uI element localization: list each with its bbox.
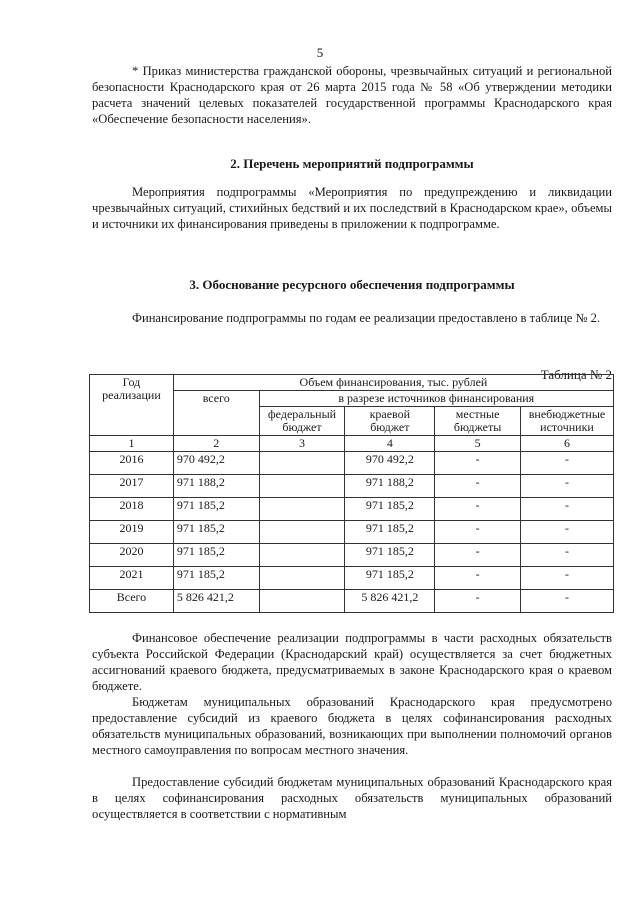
header-total: всего [173, 391, 259, 436]
cell-federal [259, 452, 345, 475]
header-extra: внебюджетные источники [521, 407, 614, 436]
table-row [90, 498, 614, 521]
column-number: 6 [521, 436, 614, 452]
cell-extra: - [521, 544, 614, 567]
table-row [90, 521, 614, 544]
column-number: 1 [90, 436, 174, 452]
cell-regional: 970 492,2 [345, 452, 435, 475]
cell-local: - [435, 544, 521, 567]
cell-extra: - [521, 590, 614, 613]
cell-total: 971 185,2 [173, 544, 259, 567]
cell-regional: 5 826 421,2 [345, 590, 435, 613]
column-number: 5 [435, 436, 521, 452]
cell-federal [259, 475, 345, 498]
cell-total: 5 826 421,2 [173, 590, 259, 613]
column-number: 3 [259, 436, 345, 452]
cell-extra: - [521, 498, 614, 521]
cell-regional: 971 185,2 [345, 521, 435, 544]
cell-regional: 971 185,2 [345, 567, 435, 590]
cell-year: 2020 [90, 544, 174, 567]
paragraph-funding: Финансовое обеспечение реализации подпрограммы в части расходных обязательств субъекта Российской Федерации (Краснодарский край) осуществляется за счет бюджетных ассигнований краевого бюджета, предусматриваемых в законе Краснодарского края о краевом бюджете. [92, 631, 612, 693]
cell-local: - [435, 452, 521, 475]
cell-local: - [435, 521, 521, 544]
cell-total: 971 188,2 [173, 475, 259, 498]
cell-extra: - [521, 521, 614, 544]
paragraph-provision: Предоставление субсидий бюджетам муниципальных образований Краснодарского края в целях софинансирования расходных обязательств муниципальных образований осуществляется в соответствии с нормативным [92, 775, 612, 821]
column-numbers-row [90, 436, 614, 452]
section-2-title: 2. Перечень мероприятий подпрограммы [230, 156, 474, 171]
cell-regional: 971 188,2 [345, 475, 435, 498]
paragraph-subsidies: Бюджетам муниципальных образований Краснодарского края предусмотрено предоставление субсидий из краевого бюджета в целях софинансирования расходных обязательств муниципальных образований, возникающих при выполнении полномочий органов местного самоуправления по вопросам местного значения. [92, 695, 612, 757]
table-row [90, 567, 614, 590]
cell-federal [259, 544, 345, 567]
cell-year: 2016 [90, 452, 174, 475]
cell-year: 2019 [90, 521, 174, 544]
cell-local: - [435, 475, 521, 498]
cell-local: - [435, 498, 521, 521]
cell-extra: - [521, 452, 614, 475]
cell-regional: 971 185,2 [345, 498, 435, 521]
cell-local: - [435, 590, 521, 613]
table-row [90, 544, 614, 567]
header-federal: федеральный бюджет [259, 407, 345, 436]
header-regional: краевой бюджет [345, 407, 435, 436]
cell-federal [259, 498, 345, 521]
table-row [90, 452, 614, 475]
cell-federal [259, 567, 345, 590]
cell-total: 971 185,2 [173, 498, 259, 521]
header-volume: Объем финансирования, тыс. рублей [173, 375, 613, 391]
cell-federal [259, 590, 345, 613]
cell-federal [259, 521, 345, 544]
page-number: 5 [316, 45, 324, 60]
cell-extra: - [521, 567, 614, 590]
cell-regional: 971 185,2 [345, 544, 435, 567]
section-2-text: Мероприятия подпрограммы «Мероприятия по предупреждению и ликвидации чрезвычайных ситуаций, стихийных бедствий и их последствий в Краснодарском крае», объемы и источники их финансирования приведены в приложении к подпрограмме. [92, 185, 612, 231]
cell-total: 971 185,2 [173, 567, 259, 590]
cell-local: - [435, 567, 521, 590]
financing-table [89, 374, 614, 613]
section-3-text: Финансирование подпрограммы по годам ее реализации предоставлено в таблице № 2. [132, 311, 601, 325]
cell-year: Всего [90, 590, 174, 613]
section-3-title: 3. Обоснование ресурсного обеспечения подпрограммы [189, 277, 515, 292]
cell-total: 970 492,2 [173, 452, 259, 475]
header-year: Год реализации [90, 375, 174, 436]
cell-year: 2017 [90, 475, 174, 498]
header-local: местные бюджеты [435, 407, 521, 436]
table-row [90, 475, 614, 498]
cell-year: 2021 [90, 567, 174, 590]
cell-extra: - [521, 475, 614, 498]
column-number: 2 [173, 436, 259, 452]
cell-total: 971 185,2 [173, 521, 259, 544]
column-number: 4 [345, 436, 435, 452]
header-breakdown: в разрезе источников финансирования [259, 391, 613, 407]
table-row-total [90, 590, 614, 613]
footnote: * Приказ министерства гражданской обороны, чрезвычайных ситуаций и региональной безопасности Краснодарского края от 26 марта 2015 года № 58 «Об утверждении методики расчета значений целевых показателей государственной программы Краснодарского края «Обеспечение безопасности населения». [92, 64, 612, 126]
cell-year: 2018 [90, 498, 174, 521]
table-caption: Таблица № 2 [540, 367, 612, 382]
